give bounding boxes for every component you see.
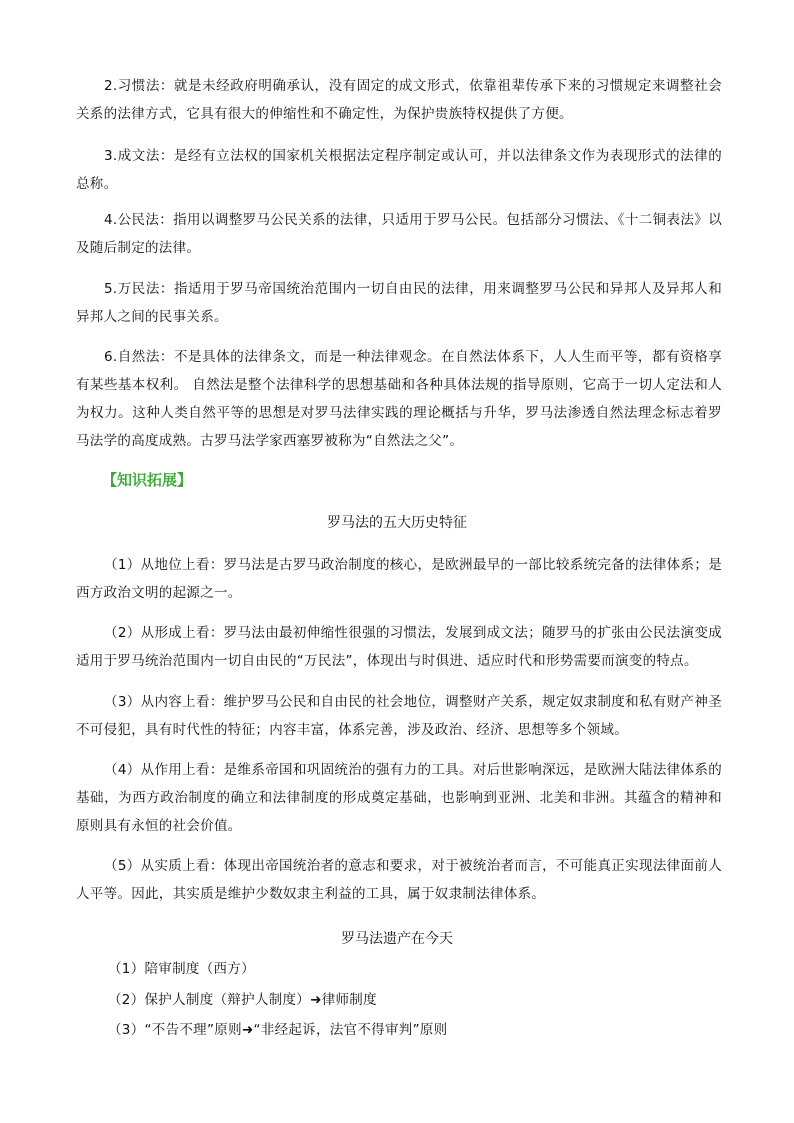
feature-item-formation: （2）从形成上看：罗马法由最初伸缩性很强的习惯法，发展到成文法；随罗马的扩张由公民法演变成适用于罗马统治范围内一切自由民的“万民法”，体现出与时俱进、适应时代和形势需要而演变的特点。 bbox=[76, 625, 722, 669]
paragraph-natural-law: 6.自然法：不是具体的法律条文，而是一种法律观念。在自然法体系下，人人生而平等，都有资格享有某些基本权利。 自然法是整个法律科学的思想基础和各种具体法规的指导原则，它高于一切人定法和人为权力。这种人类自然平等的思想是对罗马法律实践的理论概括与升华，罗马法渗透自然法理念标志着罗马法学的高度成熟。古罗马法学家西塞罗被称为“自然法之父”。 bbox=[76, 349, 722, 449]
feature-item-content: （3）从内容上看：维护罗马公民和自由民的社会地位，调整财产关系，规定奴隶制度和私有财产神圣不可侵犯，具有时代性的特征；内容丰富，体系完善，涉及政治、经济、思想等多个领域。 bbox=[76, 694, 722, 738]
feature-item-function: （4）从作用上看：是维系帝国和巩固统治的强有力的工具。对后世影响深远，是欧洲大陆法律体系的基础，为西方政治制度的确立和法律制度的形成奠定基础，也影响到亚洲、北美和非洲。其蕴含的精神和原则具有永恒的社会价值。 bbox=[76, 762, 722, 834]
paragraph-civil-law: 4.公民法：指用以调整罗马公民关系的法律，只适用于罗马公民。包括部分习惯法、《十二铜表法》以及随后制定的法律。 bbox=[76, 212, 722, 256]
legacy-item-no-trial-without-prosecution: （3）“不告不理”原则➜“非经起诉，法官不得审判”原则 bbox=[108, 1022, 448, 1038]
paragraph-law-of-nations: 5.万民法：指适用于罗马帝国统治范围内一切自由民的法律，用来调整罗马公民和异邦人及异邦人和异邦人之间的民事关系。 bbox=[76, 281, 722, 325]
legacy-item-lawyer: （2）保护人制度（辩护人制度）➜律师制度 bbox=[108, 992, 377, 1008]
legacy-item-jury: （1）陪审制度（西方） bbox=[108, 961, 255, 977]
section-title-historical-features: 罗马法的五大历史特征 bbox=[327, 515, 467, 531]
section-title-legacy: 罗马法遗产在今天 bbox=[341, 931, 453, 947]
knowledge-extension-heading: 【知识拓展】 bbox=[102, 471, 193, 489]
feature-item-status: （1）从地位上看：罗马法是古罗马政治制度的核心，是欧洲最早的一部比较系统完备的法律体系；是西方政治文明的起源之一。 bbox=[76, 557, 722, 601]
feature-item-essence: （5）从实质上看：体现出帝国统治者的意志和要求，对于被统治者而言，不可能真正实现法律面前人人平等。因此，其实质是维护少数奴隶主利益的工具，属于奴隶制法律体系。 bbox=[76, 858, 722, 902]
paragraph-customary-law: 2.习惯法：就是未经政府明确承认，没有固定的成文形式，依靠祖辈传承下来的习惯规定来调整社会关系的法律方式，它具有很大的伸缩性和不确定性，为保护贵族特权提供了方便。 bbox=[76, 78, 722, 122]
paragraph-written-law: 3.成文法：是经有立法权的国家机关根据法定程序制定或认可，并以法律条文作为表现形式的法律的总称。 bbox=[76, 148, 722, 192]
